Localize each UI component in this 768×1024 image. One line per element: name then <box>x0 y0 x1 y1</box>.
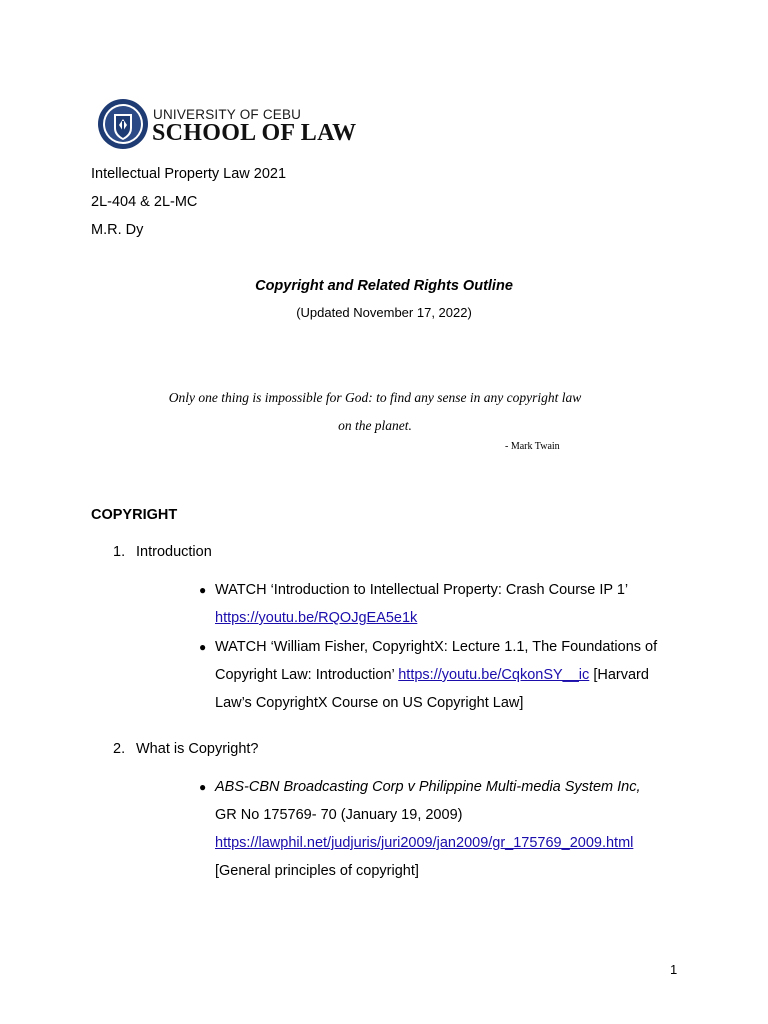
section-heading: COPYRIGHT <box>91 507 178 523</box>
case-name: ABS-CBN Broadcasting Corp v Philippine Multi-media System Inc, <box>215 779 641 795</box>
case-note: [General principles of copyright] <box>215 863 419 879</box>
bullet-icon: ● <box>199 583 207 597</box>
logo-university-name: UNIVERSITY OF CEBU <box>153 107 302 122</box>
epigraph-line-1: Only one thing is impossible for God: to find any sense in any copyright law <box>168 390 582 405</box>
course-instructor: M.R. Dy <box>91 222 144 238</box>
youtube-link[interactable]: https://youtu.be/RQOJgEA5e1k <box>215 610 418 626</box>
bullet-item <box>199 576 669 632</box>
bullet-item <box>199 633 669 717</box>
epigraph-author: - Mark Twain <box>505 441 560 452</box>
item-label: Introduction <box>136 544 212 560</box>
bullet-text: WATCH ‘Introduction to Intellectual Property: Crash Course IP 1’ <box>215 582 629 598</box>
logo-school-name: SCHOOL OF LAW <box>152 120 357 146</box>
bullet-icon: ● <box>199 780 207 794</box>
youtube-link[interactable]: https://youtu.be/CqkonSY__ic <box>398 667 590 683</box>
bullet-text: WATCH ‘William Fisher, CopyrightX: Lecture 1.1, The Foundations of Copyright Law: Introduction’ <box>215 639 658 683</box>
document-updated-date: (Updated November 17, 2022) <box>296 305 472 320</box>
item-number: 2. <box>113 741 126 757</box>
course-sections: 2L-404 & 2L-MC <box>91 194 198 210</box>
item-label: What is Copyright? <box>136 741 259 757</box>
lawphil-link[interactable]: https://lawphil.net/judjuris/juri2009/jan2009/gr_175769_2009.html <box>215 835 634 851</box>
epigraph-quote <box>140 384 610 440</box>
case-citation: GR No 175769- 70 (January 19, 2009) <box>215 807 463 823</box>
school-logo <box>97 98 357 156</box>
bullet-item <box>199 773 669 885</box>
epigraph-line-2: on the planet. <box>338 418 412 433</box>
bullet-icon: ● <box>199 640 207 654</box>
outline-item-what-is-copyright <box>113 741 259 757</box>
outline-item-introduction <box>113 544 212 560</box>
course-title: Intellectual Property Law 2021 <box>91 166 287 182</box>
university-seal-icon <box>97 98 149 150</box>
page-number: 1 <box>670 962 678 977</box>
item-number: 1. <box>113 544 126 560</box>
document-title: Copyright and Related Rights Outline <box>255 278 513 294</box>
bullet-note: [Harvard Law’s CopyrightX Course on US Copyright Law] <box>215 667 649 711</box>
